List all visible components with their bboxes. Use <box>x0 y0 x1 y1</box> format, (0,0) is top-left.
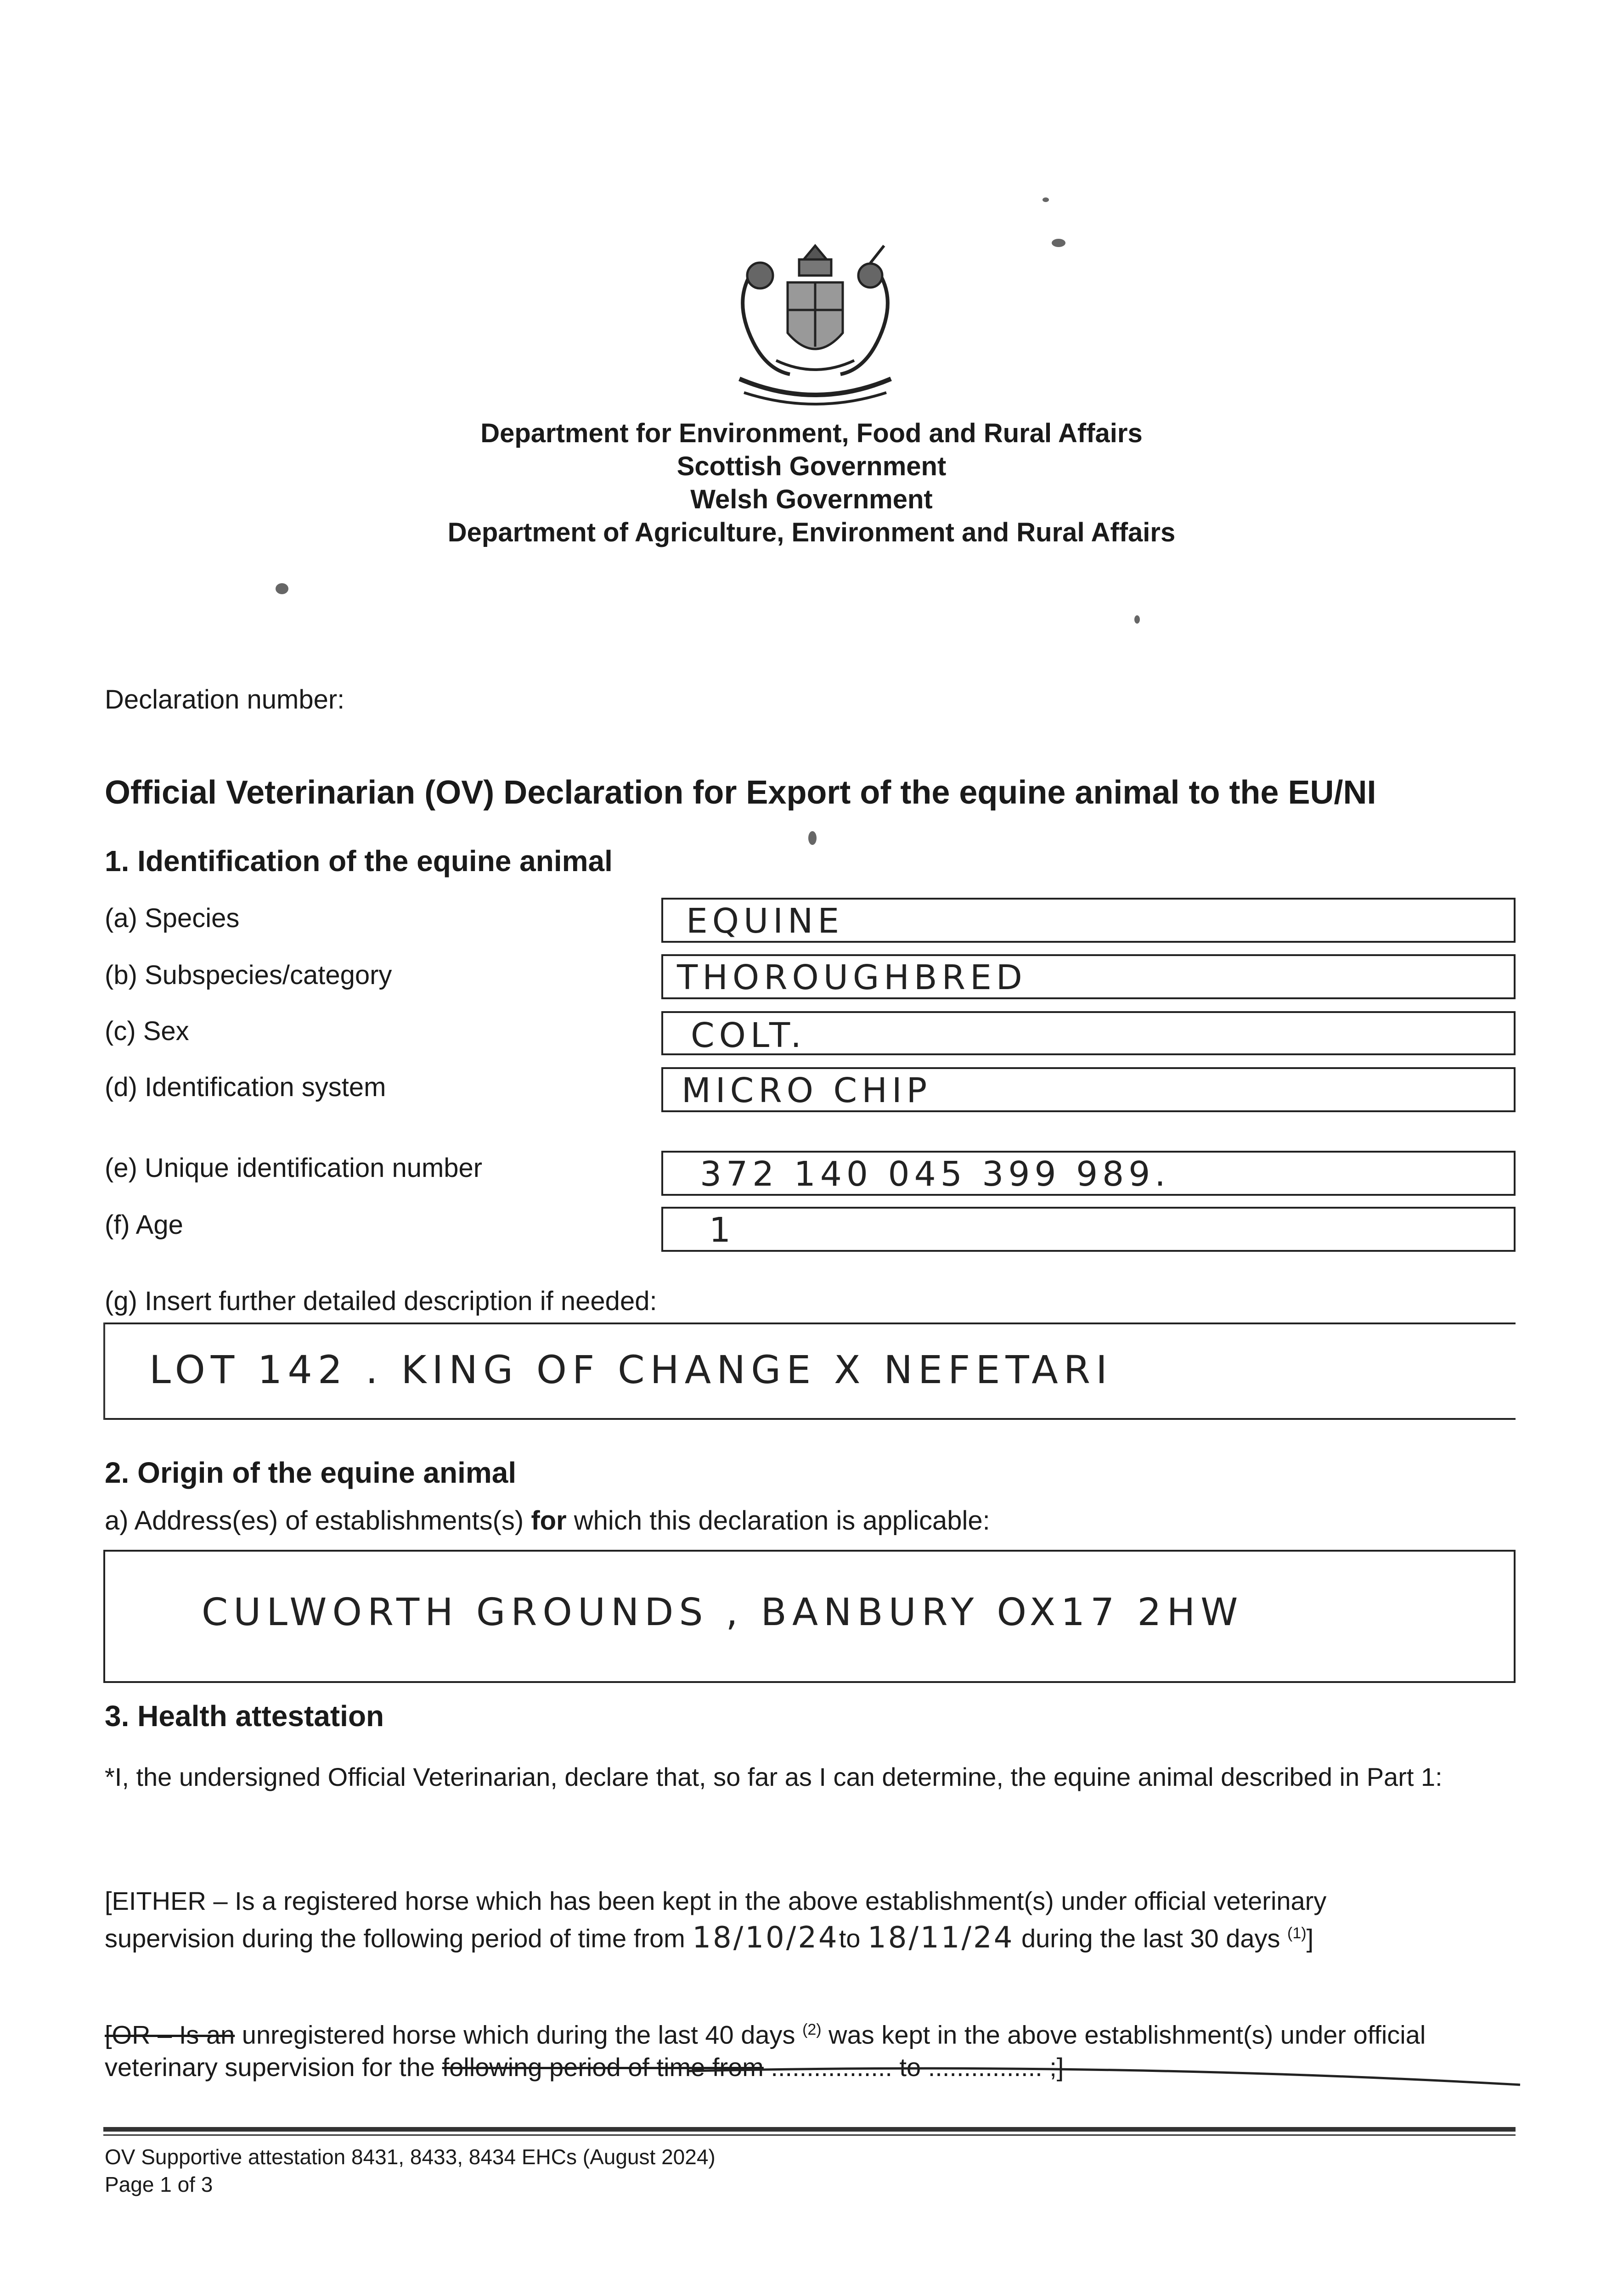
age-field[interactable] <box>661 1207 1516 1252</box>
unique-id-field[interactable] <box>661 1151 1516 1196</box>
address-field[interactable] <box>103 1550 1516 1683</box>
field-label: (e) Unique identification number <box>105 1153 483 1183</box>
footer-reference: OV Supportive attestation 8431, 8433, 8434 EHCs (August 2024) <box>105 2145 716 2169</box>
section-heading: 3. Health attestation <box>105 1699 384 1733</box>
handwritten-value: EQUINE <box>686 901 844 941</box>
species-field[interactable] <box>661 898 1516 943</box>
either-statement: [EITHER – Is a registered horse which has been kept in the above establishment(s) under official veterinary supervision during the following period of time from 18/10/24to 18/11/24 during the last 30 days $^{(1)}$] <box>105 1886 1327 1955</box>
handwritten-value: COLT. <box>691 1016 806 1055</box>
handwritten-date-from: 18/10/24 <box>692 1920 839 1955</box>
department-name: Department for Environment, Food and Rural Affairs <box>480 418 1143 448</box>
description-field[interactable] <box>103 1322 1516 1420</box>
page-title: Official Veterinarian (OV) Declaration for Export of the equine animal to the EU/NI <box>105 774 1376 811</box>
handwritten-value: LOT 142 . KING OF CHANGE X NEFETARI <box>149 1347 1113 1392</box>
field-label: (c) Sex <box>105 1016 189 1046</box>
field-label: (d) Identification system <box>105 1072 386 1102</box>
department-name: Scottish Government <box>676 451 947 481</box>
handwritten-value: MICRO CHIP <box>682 1071 932 1110</box>
section-heading: 2. Origin of the equine animal <box>105 1456 517 1489</box>
strike-through-line <box>689 2053 1525 2089</box>
subspecies-field[interactable] <box>661 954 1516 999</box>
page-number: Page 1 of 3 <box>105 2172 213 2196</box>
declaration-number-label: Declaration number: <box>105 685 345 715</box>
description-label: (g) Insert further detailed description if needed: <box>105 1286 657 1316</box>
field-label: (a) Species <box>105 903 240 933</box>
or-statement: [OR – Is an unregistered horse which during the last 40 days $^{(2)}$ was kept in the above establishment(s) under official veterinary supervision for the following period of time from ................. to ................ ;] <box>105 2020 1426 2082</box>
section-heading: 1. Identification of the equine animal <box>105 844 613 878</box>
attestation-intro: *I, the undersigned Official Veterinarian, declare that, so far as I can determine, the equine animal described in Part 1: <box>105 1762 1443 1791</box>
identification-system-field[interactable] <box>661 1067 1516 1112</box>
royal-coat-of-arms-logo <box>721 241 909 411</box>
handwritten-value: CULWORTH GROUNDS , BANBURY OX17 2HW <box>202 1591 1244 1634</box>
address-label: a) Address(es) of establishments(s) for which this declaration is applicable: <box>105 1506 990 1536</box>
sex-field[interactable] <box>661 1011 1516 1055</box>
department-name: Welsh Government <box>690 484 933 514</box>
handwritten-value: THOROUGHBRED <box>677 958 1027 997</box>
handwritten-value: 372 140 045 399 989. <box>700 1154 1170 1194</box>
handwritten-value: 1 <box>709 1210 736 1250</box>
handwritten-date-to: 18/11/24 <box>868 1920 1014 1955</box>
field-label: (b) Subspecies/category <box>105 960 392 990</box>
field-label: (f) Age <box>105 1210 183 1240</box>
department-name: Department of Agriculture, Environment and Rural Affairs <box>447 518 1176 547</box>
